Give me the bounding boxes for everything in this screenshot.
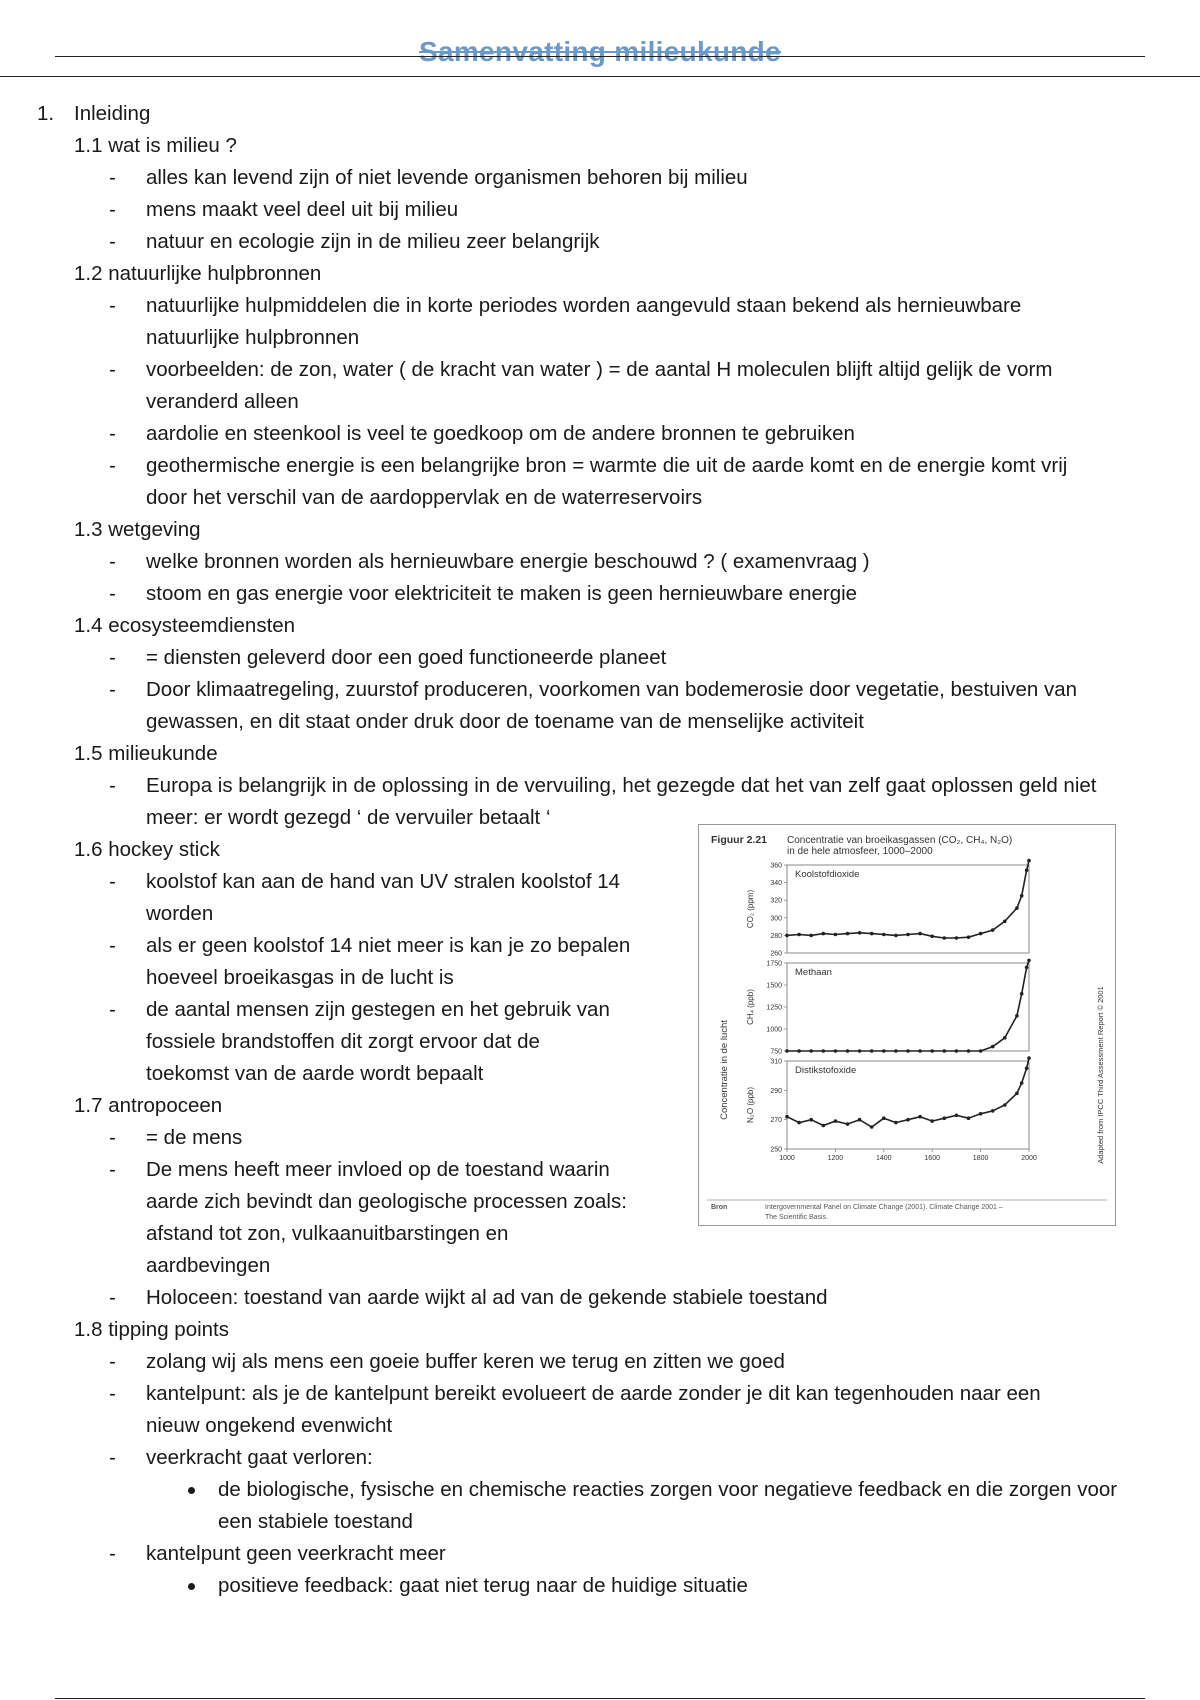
- header-rule-top: [55, 56, 1145, 57]
- data-point: [943, 1049, 947, 1053]
- y-tick-label: 1750: [766, 960, 782, 968]
- data-point: [979, 1112, 983, 1116]
- data-point: [809, 934, 813, 938]
- list-item-line: aardolie en steenkool is veel te goedkoop om de andere bronnen te gebruiken: [146, 422, 855, 445]
- list-item-line: afstand tot zon, vulkaanuitbarstingen en: [146, 1222, 509, 1245]
- data-point: [967, 1049, 971, 1053]
- data-point: [943, 1116, 947, 1120]
- y-tick-label: 310: [770, 1058, 782, 1066]
- y-tick-label: 270: [770, 1117, 782, 1125]
- y-axis-label: Concentratie in de lucht: [719, 1020, 730, 1120]
- data-point: [918, 932, 922, 936]
- y-tick-label: 320: [770, 897, 782, 905]
- data-point: [1003, 1036, 1007, 1040]
- data-point: [834, 933, 838, 937]
- dash-marker: -: [109, 422, 116, 445]
- subsection-heading: 1.3 wetgeving: [74, 518, 201, 541]
- list-item-line: zolang wij als mens een goeie buffer keren we terug en zitten we goed: [146, 1350, 785, 1373]
- y-tick-label: 1000: [766, 1026, 782, 1034]
- section-number: 1.: [37, 102, 55, 125]
- figure-caption-prefix: Figuur 2.21: [711, 834, 768, 846]
- data-point: [1003, 1103, 1007, 1107]
- y-tick-label: 1500: [766, 982, 782, 990]
- list-item-line: geothermische energie is een belangrijke bron = warmte die uit de aarde komt en de energie komt vrij: [146, 454, 1068, 477]
- data-point: [846, 1122, 850, 1126]
- dash-marker: -: [109, 582, 116, 605]
- dash-marker: -: [109, 358, 116, 381]
- data-point: [882, 1116, 886, 1120]
- list-item-line: kantelpunt: als je de kantelpunt bereikt evolueert de aarde zonder je dit kan tegenhouden naar een: [146, 1382, 1041, 1405]
- data-point: [1020, 1081, 1024, 1085]
- figure-chart: [699, 825, 1115, 1225]
- data-point: [785, 1115, 789, 1119]
- list-item-line: als er geen koolstof 14 niet meer is kan je zo bepalen: [146, 934, 631, 957]
- panel-name: Distikstofoxide: [795, 1065, 857, 1076]
- figure-greenhouse-gases: [698, 824, 1116, 1226]
- x-tick-label: 1600: [924, 1155, 940, 1162]
- figure-source-label: Bron: [711, 1204, 728, 1211]
- y-tick-label: 340: [770, 880, 782, 888]
- x-tick-label: 1400: [876, 1155, 892, 1162]
- data-point: [991, 1109, 995, 1113]
- header-rule-bottom: [0, 76, 1200, 77]
- figure-source-text-2: The Scientific Basis.: [765, 1214, 829, 1221]
- footer-rule: [55, 1698, 1145, 1699]
- list-item-line: natuurlijke hulpmiddelen die in korte periodes worden aangevuld staan bekend als hernieuwbare: [146, 294, 1022, 317]
- dash-marker: -: [109, 678, 116, 701]
- y-tick-label: 290: [770, 1087, 782, 1095]
- figure-caption-line2: in de hele atmosfeer, 1000–2000: [787, 846, 933, 857]
- data-point: [870, 932, 874, 936]
- list-item: mens maakt veel deel uit bij milieu: [146, 198, 459, 221]
- data-point: [955, 1114, 959, 1118]
- sub-list-item-line: de biologische, fysische en chemische reacties zorgen voor negatieve feedback en die zorgen voor: [218, 1478, 1118, 1501]
- data-point: [955, 1049, 959, 1053]
- data-point: [930, 935, 934, 939]
- panel-ylabel: CH₄ (ppb): [746, 989, 755, 1025]
- panel-ylabel: N₂O (ppb): [746, 1086, 755, 1124]
- data-point: [991, 1045, 995, 1049]
- list-item-line: koolstof kan aan de hand van UV stralen koolstof 14: [146, 870, 621, 893]
- panel-ylabel: CO₂ (ppm): [746, 889, 755, 929]
- data-point: [955, 936, 959, 940]
- data-point: [797, 1049, 801, 1053]
- figure-caption-line1: Concentratie van broeikasgassen (CO₂, CH₄, N₂O): [787, 835, 1013, 846]
- data-point: [1020, 894, 1024, 898]
- y-tick-label: 1250: [766, 1004, 782, 1012]
- data-point: [1025, 1067, 1029, 1071]
- list-item-line: = de mens: [146, 1126, 243, 1149]
- list-item-line: de aantal mensen zijn gestegen en het gebruik van: [146, 998, 610, 1021]
- list-item-line: fossiele brandstoffen dit zorgt ervoor dat de: [146, 1030, 540, 1053]
- data-point: [785, 934, 789, 938]
- data-point: [822, 1049, 826, 1053]
- data-point: [882, 1049, 886, 1053]
- dash-marker: -: [109, 230, 116, 253]
- subsection-heading: 1.8 tipping points: [74, 1318, 230, 1341]
- dash-marker: -: [109, 550, 116, 573]
- data-point: [906, 1049, 910, 1053]
- dash-marker: -: [109, 166, 116, 189]
- list-item-line: voorbeelden: de zon, water ( de kracht van water ) = de aantal H moleculen blijft altijd gelijk de vorm: [146, 358, 1053, 381]
- list-item-line: worden: [146, 902, 214, 925]
- data-point: [1027, 1056, 1031, 1060]
- page-title: Samenvatting milieukunde: [419, 36, 781, 67]
- dash-marker: -: [109, 198, 116, 221]
- data-point: [894, 934, 898, 938]
- subsection-heading: 1.2 natuurlijke hulpbronnen: [74, 262, 322, 285]
- data-point: [834, 1049, 838, 1053]
- data-point: [797, 933, 801, 937]
- data-point: [797, 1121, 801, 1125]
- dash-marker: -: [109, 1286, 116, 1309]
- subsection-heading: 1.6 hockey stick: [74, 838, 220, 861]
- dash-marker: -: [109, 1446, 116, 1469]
- chart-panels: [746, 859, 1031, 1154]
- list-item-line: nieuw ongekend evenwicht: [146, 1414, 393, 1437]
- data-point: [1003, 920, 1007, 924]
- list-item-line: veranderd alleen: [146, 390, 299, 413]
- list-item-line: De mens heeft meer invloed op de toestand waarin: [146, 1158, 610, 1181]
- list-item-line: gewassen, en dit staat onder druk door de toename van de menselijke activiteit: [146, 710, 864, 733]
- y-tick-label: 260: [770, 950, 782, 958]
- dash-marker: -: [109, 1542, 116, 1565]
- list-item-line: natuurlijke hulpbronnen: [146, 326, 360, 349]
- data-point: [1025, 966, 1029, 970]
- list-item: welke bronnen worden als hernieuwbare energie beschouwd ? ( examenvraag ): [146, 550, 870, 573]
- data-point: [967, 935, 971, 939]
- dash-marker: -: [109, 1158, 116, 1181]
- figure-source-text: Intergovernmental Panel on Climate Change (2001). Climate Change 2001 –: [765, 1204, 1003, 1211]
- dash-marker: -: [109, 934, 116, 957]
- data-point: [809, 1049, 813, 1053]
- data-point: [785, 1049, 789, 1053]
- dash-marker: -: [109, 1126, 116, 1149]
- data-point: [1025, 869, 1029, 873]
- data-point: [918, 1049, 922, 1053]
- dash-marker: -: [109, 454, 116, 477]
- data-point: [882, 933, 886, 937]
- list-item-line: Holoceen: toestand van aarde wijkt al ad van de gekende stabiele toestand: [146, 1286, 828, 1309]
- data-point: [809, 1118, 813, 1122]
- y-tick-label: 280: [770, 932, 782, 940]
- dash-marker: -: [109, 998, 116, 1021]
- panel-name: Koolstofdioxide: [795, 869, 860, 880]
- list-item-line: meer: er wordt gezegd ‘ de vervuiler betaalt ‘: [146, 806, 551, 829]
- data-point: [906, 1118, 910, 1122]
- list-item-line: door het verschil van de aardoppervlak en de waterreservoirs: [146, 486, 703, 509]
- data-point: [979, 1049, 983, 1053]
- data-point: [918, 1115, 922, 1119]
- data-point: [1015, 1092, 1019, 1096]
- panel-name: Methaan: [795, 967, 832, 978]
- data-point: [1020, 992, 1024, 996]
- list-item-line: Door klimaatregeling, zuurstof produceren, voorkomen van bodemerosie door vegetatie, bestuiven van: [146, 678, 1077, 701]
- list-item: alles kan levend zijn of niet levende organismen behoren bij milieu: [146, 166, 748, 189]
- data-point: [967, 1116, 971, 1120]
- data-point: [979, 932, 983, 936]
- sub-list-item-line: positieve feedback: gaat niet terug naar de huidige situatie: [218, 1574, 748, 1597]
- data-point: [1027, 959, 1031, 963]
- data-point: [834, 1119, 838, 1123]
- data-point: [858, 931, 862, 935]
- sub-list-item-line: een stabiele toestand: [218, 1510, 413, 1533]
- list-item-line: toekomst van de aarde wordt bepaalt: [146, 1062, 484, 1085]
- list-item-line: = diensten geleverd door een goed functioneerde planeet: [146, 646, 667, 669]
- subsection-heading: 1.1 wat is milieu ?: [74, 134, 237, 157]
- data-point: [822, 932, 826, 936]
- dash-marker: -: [109, 1382, 116, 1405]
- x-axis: [779, 1149, 1037, 1162]
- right-note: Adapted from IPCC Third Assessment Report © 2001: [1096, 986, 1105, 1164]
- data-point: [846, 932, 850, 936]
- data-point: [870, 1125, 874, 1129]
- list-item-line: veerkracht gaat verloren:: [146, 1446, 373, 1469]
- data-point: [846, 1049, 850, 1053]
- list-item: natuur en ecologie zijn in de milieu zeer belangrijk: [146, 230, 600, 253]
- data-point: [991, 928, 995, 932]
- list-item-line: aarde zich bevindt dan geologische processen zoals:: [146, 1190, 627, 1213]
- subsection-heading: 1.5 milieukunde: [74, 742, 218, 765]
- bullet-dot: [188, 1583, 195, 1590]
- list-item: stoom en gas energie voor elektriciteit te maken is geen hernieuwbare energie: [146, 582, 858, 605]
- list-item-line: kantelpunt geen veerkracht meer: [146, 1542, 446, 1565]
- data-point: [1015, 1014, 1019, 1018]
- data-point: [894, 1121, 898, 1125]
- bullet-dot: [188, 1487, 195, 1494]
- y-tick-label: 360: [770, 862, 782, 870]
- y-tick-label: 250: [770, 1146, 782, 1154]
- dash-marker: -: [109, 646, 116, 669]
- data-point: [930, 1049, 934, 1053]
- data-point: [930, 1119, 934, 1123]
- data-point: [894, 1049, 898, 1053]
- dash-marker: -: [109, 1350, 116, 1373]
- subsection-heading: 1.7 antropoceen: [74, 1094, 223, 1117]
- x-tick-label: 2000: [1021, 1155, 1037, 1162]
- data-point: [1027, 859, 1031, 863]
- data-point: [870, 1049, 874, 1053]
- x-tick-label: 1200: [827, 1155, 844, 1162]
- list-item-line: Europa is belangrijk in de oplossing in de vervuiling, het gezegde dat het van zelf gaat oplossen geld niet: [146, 774, 1097, 797]
- dash-marker: -: [109, 774, 116, 797]
- dash-marker: -: [109, 870, 116, 893]
- y-tick-label: 300: [770, 915, 782, 923]
- section-heading: Inleiding: [74, 102, 151, 125]
- list-item-line: hoeveel broeikasgas in de lucht is: [146, 966, 454, 989]
- data-point: [906, 933, 910, 937]
- data-point: [858, 1118, 862, 1122]
- data-point: [858, 1049, 862, 1053]
- y-tick-label: 750: [770, 1048, 782, 1056]
- subsection-heading: 1.4 ecosysteemdiensten: [74, 614, 296, 637]
- list-item-line: aardbevingen: [146, 1254, 271, 1277]
- data-point: [1015, 906, 1019, 910]
- data-point: [822, 1124, 826, 1128]
- dash-marker: -: [109, 294, 116, 317]
- x-tick-label: 1800: [972, 1155, 989, 1162]
- data-point: [943, 936, 947, 940]
- x-tick-label: 1000: [779, 1155, 795, 1162]
